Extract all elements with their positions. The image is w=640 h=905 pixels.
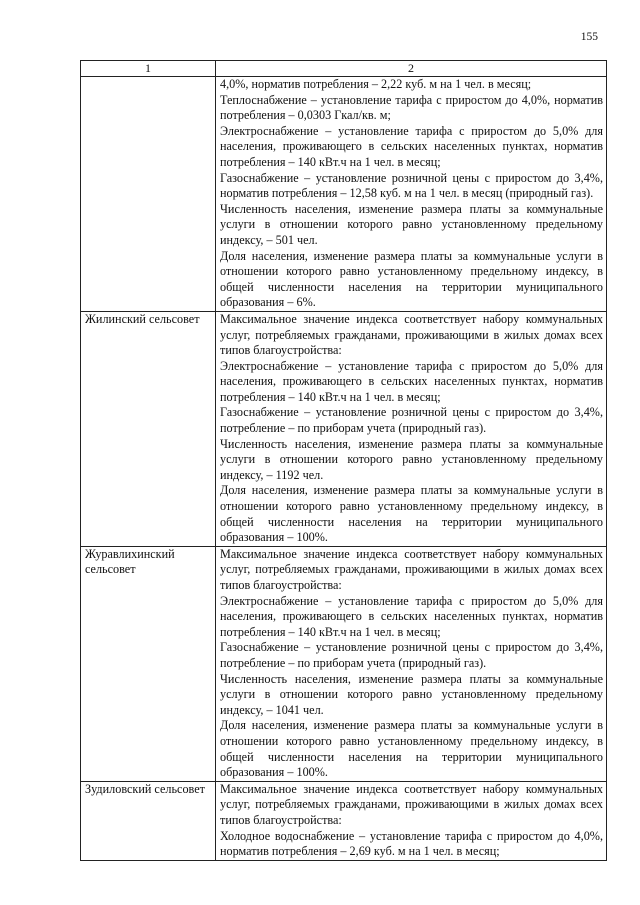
description-paragraph: Теплоснабжение – установление тарифа с приростом до 4,0%, норматив потребления – 0,0303 Гкал/кв. м; [220,92,603,123]
description-paragraph: Максимальное значение индекса соответствует набору коммунальных услуг, потребляемых гражданами, проживающими в жилых домах всех типов благоустройства: [220,311,603,358]
description-paragraph: Электроснабжение – установление тарифа с приростом до 5,0% для населения, проживающего в сельских населенных пунктах, норматив потребления – 140 кВт.ч на 1 чел. в месяц; [220,358,603,404]
municipality-name-cell: Зудиловский сельсовет [81,781,216,860]
description-paragraph: Максимальное значение индекса соответствует набору коммунальных услуг, потребляемых гражданами, проживающими в жилых домах всех типов благоустройства: [220,781,603,827]
description-paragraph: Максимальное значение индекса соответствует набору коммунальных услуг, потребляемых гражданами, проживающими в жилых домах всех типов благоустройства: [220,546,603,592]
table-row [81,77,607,312]
description-paragraph: Газоснабжение – установление розничной цены с приростом до 3,4%, норматив потребления – 12,58 куб. м на 1 чел. в месяц (природный газ). [220,170,603,201]
description-cell [216,311,607,546]
municipal-index-table [80,60,607,861]
description-cell [216,546,607,781]
municipality-name-cell: Журавлихинский сельсовет [81,546,216,781]
table-row [81,546,607,781]
description-cell [216,781,607,860]
description-paragraph: Доля населения, изменение размера платы за коммунальные услуги в отношении которого равно установленному предельному индексу, в общей численности населения на территории муниципального образования – 100%. [220,718,603,780]
table-row [81,781,607,860]
page-number: 155 [580,31,598,43]
description-paragraph: Доля населения, изменение размера платы за коммунальные услуги в отношении которого равно установленному предельному индексу, в общей численности населения на территории муниципального образования – 100%. [220,483,603,545]
column-header-2: 2 [216,61,607,77]
column-header-1: 1 [81,61,216,77]
description-paragraph: Доля населения, изменение размера платы за коммунальные услуги в отношении которого равно установленному предельному индексу, в общей численности населения на территории муниципального образования – 6%. [220,248,603,310]
description-paragraph: Электроснабжение – установление тарифа с приростом до 5,0% для населения, проживающего в сельских населенных пунктах, норматив потребления – 140 кВт.ч на 1 чел. в месяц; [220,123,603,169]
description-paragraph: Электроснабжение – установление тарифа с приростом до 5,0% для населения, проживающего в сельских населенных пунктах, норматив потребления – 140 кВт.ч на 1 чел. в месяц; [220,593,603,639]
description-paragraph: Численность населения, изменение размера платы за коммунальные услуги в отношении которого равно установленному предельному индексу, – 1041 чел. [220,671,603,717]
municipality-name-cell [81,77,216,312]
description-paragraph: Газоснабжение – установление розничной цены с приростом до 3,4%, потребление – по приборам учета (природный газ). [220,640,603,670]
description-paragraph: Холодное водоснабжение – установление тарифа с приростом до 4,0%, норматив потребления – 2,69 куб. м на 1 чел. в месяц; [220,828,603,859]
table-row [81,311,607,546]
table-header-row [81,61,607,77]
description-paragraph: Численность населения, изменение размера платы за коммунальные услуги в отношении которого равно установленному предельному индексу, – 501 чел. [220,201,603,247]
municipality-name-cell: Жилинский сельсовет [81,311,216,546]
description-paragraph: Газоснабжение – установление розничной цены с приростом до 3,4%, потребление – по приборам учета (природный газ). [220,405,603,436]
description-paragraph: 4,0%, норматив потребления – 2,22 куб. м на 1 чел. в месяц; [220,77,532,91]
description-cell [216,77,607,312]
description-paragraph: Численность населения, изменение размера платы за коммунальные услуги в отношении которого равно установленному предельному индексу, – 1192 чел. [220,436,603,482]
